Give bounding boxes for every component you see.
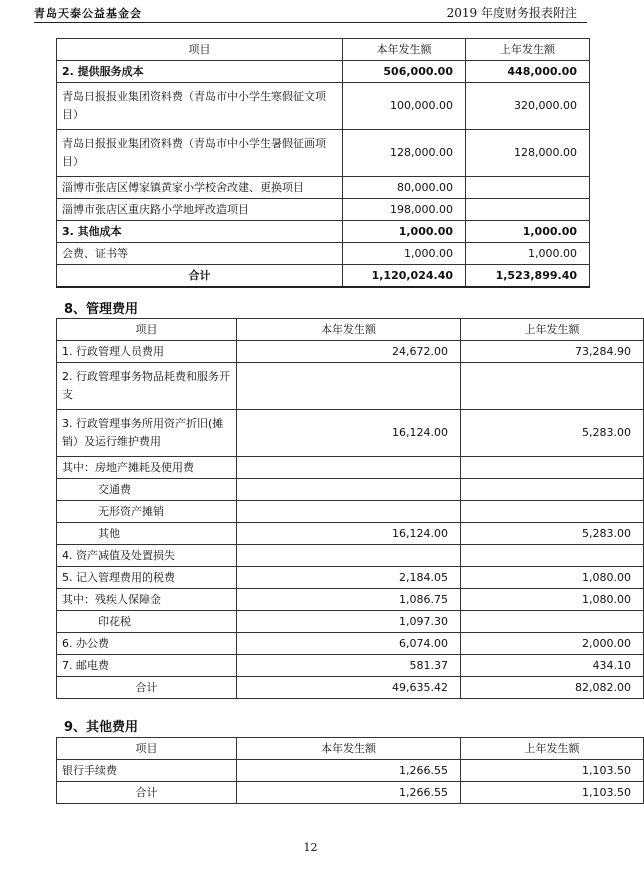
- prior-year-amount: 1,523,899.40: [466, 265, 590, 288]
- current-year-amount: [237, 479, 461, 501]
- table-header-row: [57, 39, 590, 61]
- prior-year-amount: 128,000.00: [466, 130, 590, 177]
- section-8-title: 8、管理费用: [64, 302, 139, 317]
- current-year-amount: 6,074.00: [237, 633, 461, 655]
- row-label: 1. 行政管理人员费用: [57, 341, 237, 363]
- table-row: [57, 457, 644, 479]
- current-year-amount: 24,672.00: [237, 341, 461, 363]
- column-header: 上年发生额: [461, 738, 644, 760]
- row-label: 会费、证书等: [57, 243, 343, 265]
- row-label: 青岛日报报业集团资料费（青岛市中小学生寒假征文项目）: [57, 83, 343, 130]
- row-label: 3. 行政管理事务所用资产折旧(摊销）及运行维护费用: [57, 410, 237, 457]
- prior-year-amount: 1,000.00: [466, 243, 590, 265]
- prior-year-amount: [461, 611, 644, 633]
- table-row: [57, 61, 590, 83]
- current-year-amount: [237, 457, 461, 479]
- table-row: [57, 501, 644, 523]
- prior-year-amount: 434.10: [461, 655, 644, 677]
- table-row: [57, 410, 644, 457]
- table-row: [57, 265, 590, 288]
- row-label: 合计: [57, 782, 237, 804]
- table-row: [57, 243, 590, 265]
- table-row: [57, 760, 644, 782]
- row-label: 无形资产摊销: [57, 501, 237, 523]
- prior-year-amount: 320,000.00: [466, 83, 590, 130]
- current-year-amount: 1,266.55: [237, 782, 461, 804]
- table-row: [57, 633, 644, 655]
- row-label: 其中：残疾人保障金: [57, 589, 237, 611]
- column-header: 本年发生额: [237, 738, 461, 760]
- current-year-amount: 1,120,024.40: [343, 265, 466, 288]
- prior-year-amount: 73,284.90: [461, 341, 644, 363]
- current-year-amount: 1,000.00: [343, 243, 466, 265]
- row-label: 交通费: [57, 479, 237, 501]
- row-label: 印花税: [57, 611, 237, 633]
- table-header-row: [57, 738, 644, 760]
- current-year-amount: 1,086.75: [237, 589, 461, 611]
- table-row: [57, 545, 644, 567]
- row-label: 合计: [57, 677, 237, 699]
- admin-expense-table: [56, 318, 644, 699]
- table-row: [57, 655, 644, 677]
- prior-year-amount: 2,000.00: [461, 633, 644, 655]
- prior-year-amount: 1,103.50: [461, 760, 644, 782]
- row-label: 淄博市张店区傅家镇黄家小学校舍改建、更换项目: [57, 177, 343, 199]
- row-label: 2. 行政管理事务物品耗费和服务开支: [57, 363, 237, 410]
- row-label: 6. 办公费: [57, 633, 237, 655]
- table-row: [57, 177, 590, 199]
- current-year-amount: 128,000.00: [343, 130, 466, 177]
- current-year-amount: 2,184.05: [237, 567, 461, 589]
- row-label: 7. 邮电费: [57, 655, 237, 677]
- prior-year-amount: [466, 199, 590, 221]
- table-row: [57, 199, 590, 221]
- column-header: 上年发生额: [466, 39, 590, 61]
- prior-year-amount: [461, 545, 644, 567]
- current-year-amount: 1,266.55: [237, 760, 461, 782]
- current-year-amount: [237, 501, 461, 523]
- prior-year-amount: 448,000.00: [466, 61, 590, 83]
- prior-year-amount: 1,080.00: [461, 567, 644, 589]
- table-row: [57, 83, 590, 130]
- current-year-amount: [237, 363, 461, 410]
- row-label: 银行手续费: [57, 760, 237, 782]
- column-header: 项目: [57, 319, 237, 341]
- header-report-title: 2019 年度财务报表附注: [446, 6, 577, 20]
- current-year-amount: 506,000.00: [343, 61, 466, 83]
- current-year-amount: 198,000.00: [343, 199, 466, 221]
- table-row: [57, 341, 644, 363]
- prior-year-amount: 1,080.00: [461, 589, 644, 611]
- other-expense-table: [56, 737, 644, 804]
- table-row: [57, 479, 644, 501]
- table-header-row: [57, 319, 644, 341]
- header-org-name: 青岛天泰公益基金会: [34, 7, 142, 20]
- prior-year-amount: [461, 457, 644, 479]
- prior-year-amount: [461, 501, 644, 523]
- current-year-amount: 1,097.30: [237, 611, 461, 633]
- current-year-amount: 581.37: [237, 655, 461, 677]
- header-rule: [34, 22, 587, 23]
- table-row: [57, 677, 644, 699]
- prior-year-amount: [461, 479, 644, 501]
- row-label: 淄博市张店区重庆路小学地坪改造项目: [57, 199, 343, 221]
- table-row: [57, 567, 644, 589]
- section-9-title: 9、其他费用: [64, 720, 139, 735]
- row-label: 5. 记入管理费用的税费: [57, 567, 237, 589]
- row-label: 2. 提供服务成本: [57, 61, 343, 83]
- current-year-amount: 100,000.00: [343, 83, 466, 130]
- table-row: [57, 611, 644, 633]
- column-header: 项目: [57, 39, 343, 61]
- column-header: 项目: [57, 738, 237, 760]
- prior-year-amount: 1,000.00: [466, 221, 590, 243]
- row-label: 4. 资产减值及处置损失: [57, 545, 237, 567]
- current-year-amount: 80,000.00: [343, 177, 466, 199]
- column-header: 本年发生额: [237, 319, 461, 341]
- table-row: [57, 221, 590, 243]
- current-year-amount: 49,635.42: [237, 677, 461, 699]
- row-label: 青岛日报报业集团资料费（青岛市中小学生暑假征画项目）: [57, 130, 343, 177]
- prior-year-amount: 1,103.50: [461, 782, 644, 804]
- table-row: [57, 363, 644, 410]
- column-header: 本年发生额: [343, 39, 466, 61]
- row-label: 合计: [57, 265, 343, 288]
- table-row: [57, 130, 590, 177]
- column-header: 上年发生额: [461, 319, 644, 341]
- prior-year-amount: 5,283.00: [461, 523, 644, 545]
- current-year-amount: 16,124.00: [237, 523, 461, 545]
- page-number: 12: [303, 841, 318, 854]
- prior-year-amount: [466, 177, 590, 199]
- table-row: [57, 782, 644, 804]
- table-row: [57, 523, 644, 545]
- table-row: [57, 589, 644, 611]
- row-label: 其中：房地产摊耗及使用费: [57, 457, 237, 479]
- current-year-amount: 16,124.00: [237, 410, 461, 457]
- service-cost-table: [56, 38, 590, 288]
- current-year-amount: [237, 545, 461, 567]
- prior-year-amount: 82,082.00: [461, 677, 644, 699]
- prior-year-amount: [461, 363, 644, 410]
- prior-year-amount: 5,283.00: [461, 410, 644, 457]
- current-year-amount: 1,000.00: [343, 221, 466, 243]
- row-label: 其他: [57, 523, 237, 545]
- row-label: 3. 其他成本: [57, 221, 343, 243]
